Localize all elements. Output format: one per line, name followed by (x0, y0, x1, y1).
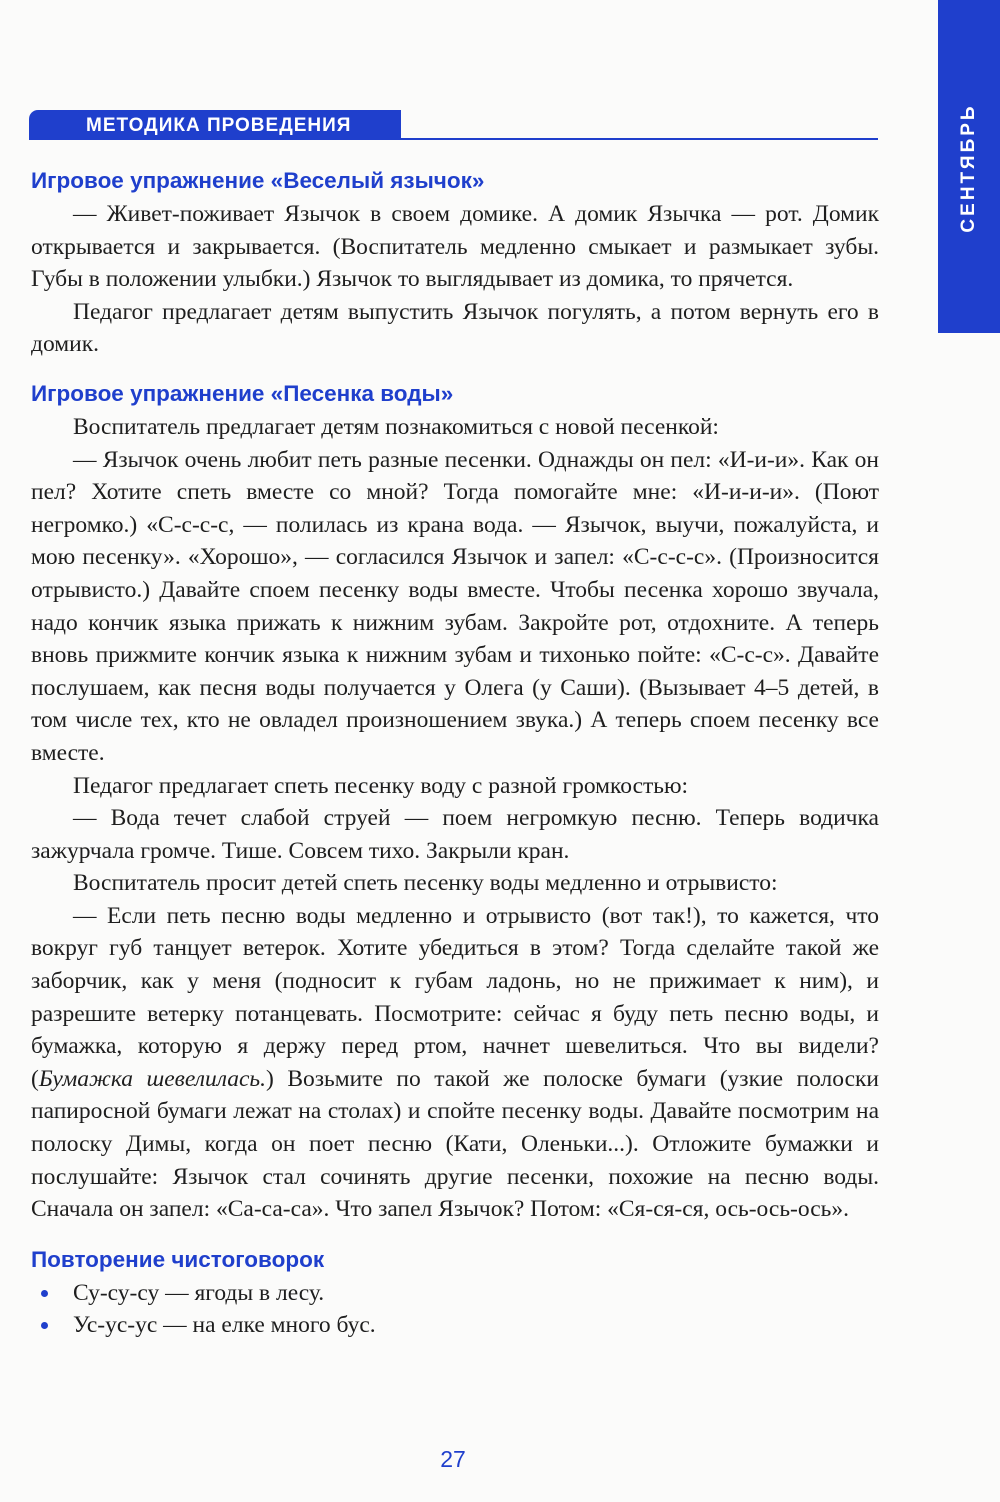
list-item (31, 1309, 879, 1342)
page-number: 27 (440, 1446, 466, 1472)
section-header-bar (29, 110, 401, 140)
exercise-title-tongue: Игровое упражнение «Веселый язычок» (31, 168, 485, 193)
paragraph: — Язычок очень любит петь разные песенки. Однажды он пел: «И-и-и». Как он пел? Хотите спеть вместе со мной? Тогда помогайте мне: «И-и-и-и». (Поют негромко.) «С-с-с-с, — полилась из крана вода. — Язычок, выучи, пожалуйста, и мою песенку». «Хорошо», — согласился Язычок и запел: «С-с-с-с». (Произносится отрывисто.) Давайте споем песенку воды вместе. Чтобы песенка хорошо звучала, надо кончик языка прижать к нижним зубам. Закройте рот, отдохните. А теперь вновь прижмите кончик языка к нижним зубам и тихонько пойте: «С-с-с». Давайте послушаем, как песня воды получается у Олега (у Саши). (Вызывает 4–5 детей, в том числе тех, кто не овладел произношением звука.) А теперь споем песенку все вместе. (31, 446, 879, 766)
paragraph: — Вода течет слабой струей — поем негромкую песню. Теперь водичка зажурчала громче. Тише. Совсем тихо. Закрыли кран. (31, 805, 879, 864)
header-rule (401, 138, 878, 140)
section-header-label: МЕТОДИКА ПРОВЕДЕНИЯ (86, 115, 352, 136)
list-item-text: Ус-ус-ус — на елке много бус. (73, 1312, 376, 1339)
paragraph-with-emphasis (31, 900, 879, 1226)
month-label: СЕНТЯБРЬ (958, 103, 979, 233)
exercise-title-water-song: Игровое упражнение «Песенка воды» (31, 380, 454, 406)
exercise-title-tongue-twisters: Повторение чистоговорок (31, 1246, 325, 1272)
bullet-icon (41, 1322, 48, 1329)
paragraph-text: ) Возьмите по такой же полоске бумаги (узкие полоски папиросной бумаги лежат на столах) и спойте песенку воды. Давайте посмотрим на полоску Димы, когда он поет песню (Кати, Оленьки...). Отложите бумажки и послушайте: Язычок стал сочинять другие песенки, похожие на песню воды. Сначала он запел: «Са-са-са». Что запел Язычок? Потом: «Ся-ся-ся, ось-ось-ось». (31, 1065, 879, 1223)
page-content (31, 164, 879, 1342)
paragraph-text: — Если петь песню воды медленно и отрывисто (вот так!), то кажется, что вокруг губ танцует ветерок. Хотите убедиться в этом? Тогда сделайте такой же заборчик, как у меня (подносит к губам ладонь, но не прижимает к ним), и разрешите ветерку потанцевать. Посмотрите: сейчас я буду петь песню воды, и бумажка, которую я держу перед ртом, начнет шевелиться. Что вы видели? ( (31, 902, 879, 1092)
paragraph: — Живет-поживает Язычок в своем домике. А домик Язычка — рот. Домик открывается и закрывается. (Воспитатель медленно смыкает и размыкает зубы. Губы в положении улыбки.) Язычок то выглядывает из домика, то прячется. (31, 201, 879, 293)
list-item (31, 1277, 879, 1310)
paragraph: Педагог предлагает детям выпустить Язычок погулять, а потом вернуть его в домик. (31, 298, 879, 358)
paragraph: Педагог предлагает спеть песенку воду с разной громкостью: (73, 772, 689, 799)
paragraph: Воспитатель предлагает детям познакомиться с новой песенкой: (73, 413, 719, 440)
bullet-icon (41, 1290, 48, 1297)
paragraph-italic: Бумажка шевелилась. (38, 1065, 267, 1092)
month-side-tab (938, 0, 1000, 333)
list-item-text: Су-су-су — ягоды в лесу. (73, 1279, 325, 1306)
paragraph: Воспитатель просит детей спеть песенку воды медленно и отрывисто: (73, 870, 778, 897)
tongue-twister-list (31, 1277, 879, 1342)
